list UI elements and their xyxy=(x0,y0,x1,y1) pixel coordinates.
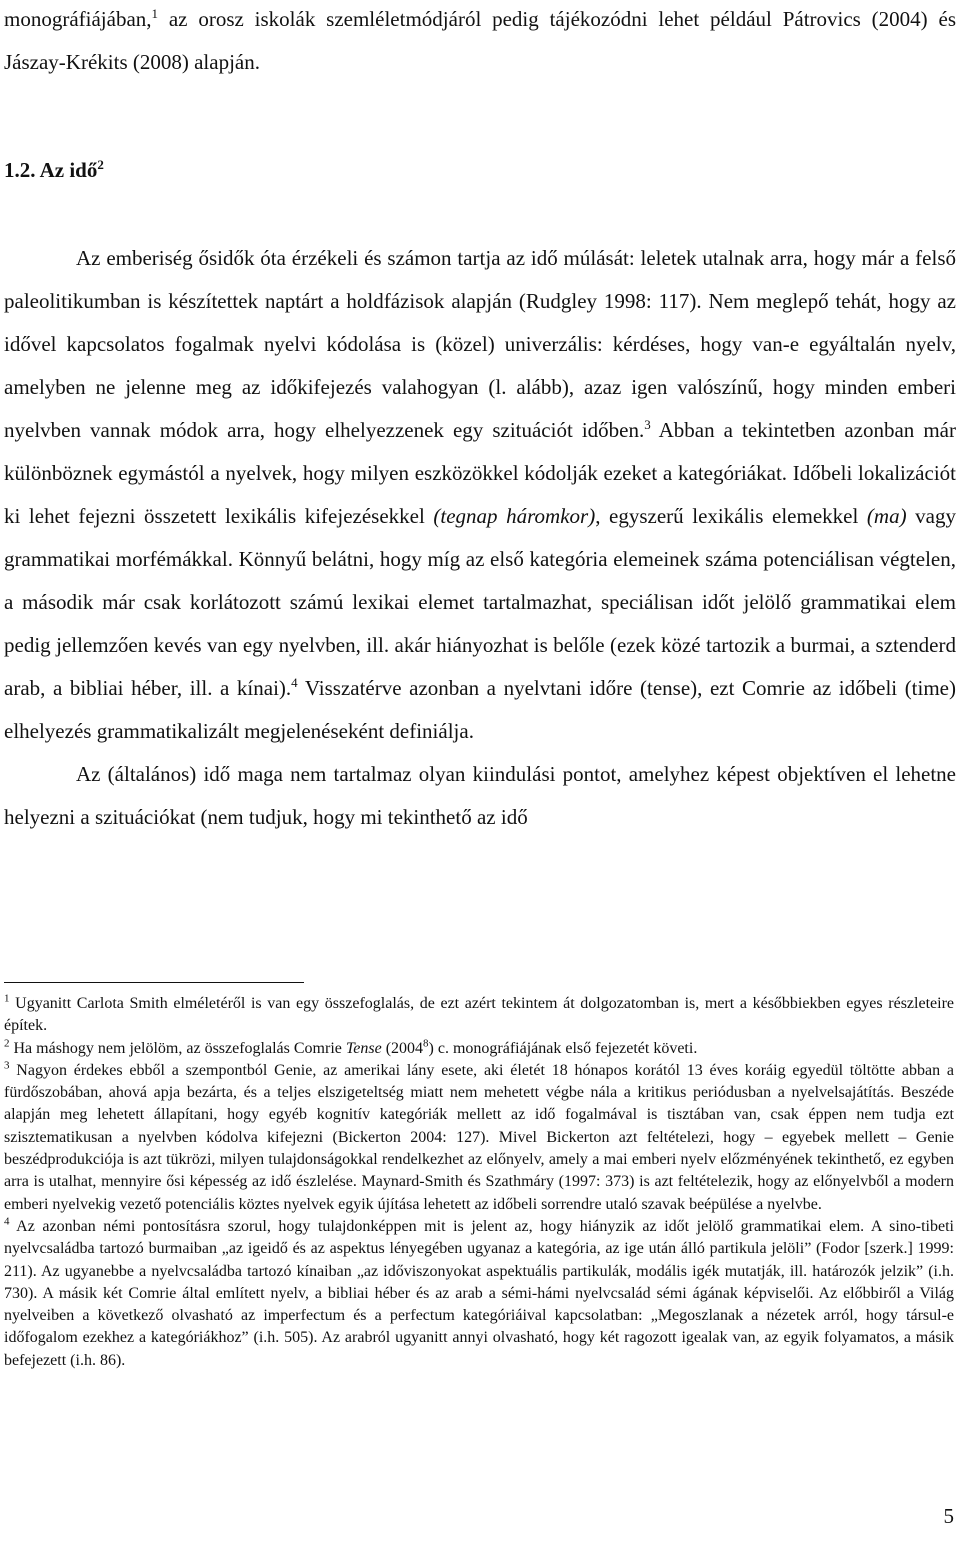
intro-paragraph xyxy=(4,0,956,84)
section-title: Az idő xyxy=(39,158,98,182)
paragraph-1-text-c: , egyszerű lexikális elemekkel xyxy=(595,504,867,528)
footnote-2 xyxy=(4,1038,954,1060)
footnote-number: 1 xyxy=(4,992,10,1005)
section-number: 1.2. xyxy=(4,158,40,182)
paragraph-1 xyxy=(4,237,956,753)
paragraph-1-text-e: Visszatérve azonban a nyelvtani időre (tense), ezt Comrie az időbeli (time) elhelyezés grammatikalizált megjelenéseként definiálja. xyxy=(4,676,956,743)
footnote-separator xyxy=(4,982,304,983)
footnote-ref-4[interactable]: 4 xyxy=(291,675,298,690)
footnote-text: Ha máshogy nem jelölöm, az összefoglalás Comrie xyxy=(9,1039,346,1057)
example-tegnap-haromkor: (tegnap háromkor) xyxy=(433,504,596,528)
footnote-text: ) c. monográfiájának első fejezetét követi. xyxy=(428,1039,698,1057)
footnote-ref-2[interactable]: 2 xyxy=(97,157,104,172)
edition-number: 8 xyxy=(423,1037,429,1050)
footnote-number: 4 xyxy=(4,1215,10,1228)
example-ma: (ma) xyxy=(866,504,907,528)
footnote-3 xyxy=(4,1060,954,1216)
intro-text-rest: az orosz iskolák szemléletmódjáról pedig tájékozódni lehet például Pátrovics (2004) és Jászay-Krékits (2008) alapján. xyxy=(4,7,956,74)
footnote-number: 3 xyxy=(4,1059,10,1072)
footnote-ref-3[interactable]: 3 xyxy=(644,417,651,432)
body-text xyxy=(4,237,956,839)
paragraph-1-text-b: Abban a tekintetben azonban már különböznek egymástól a nyelvek, hogy milyen eszközökkel kódolják ezeket a kategóriákat. Időbeli lokalizációt ki lehet fejezni összetett lexikális kifejezésekkel xyxy=(4,418,956,528)
section-heading xyxy=(4,150,104,190)
footnote-1 xyxy=(4,993,954,1038)
paragraph-1-text-d: vagy grammatikai morfémákkal. Könnyű belátni, hogy míg az első kategória elemeinek száma potenciálisan végtelen, a második már csak korlátozott számú lexikai elemet tartalmazhat, speciálisan időt jelölő grammatikai elem pedig jellemzően kevés van egy nyelvben, ill. akár hiányozhat is belőle (ezek közé tartozik a burmai, a sztenderd arab, a bibliai héber, ill. a kínai). xyxy=(4,504,956,700)
book-title-tense: Tense xyxy=(345,1039,382,1057)
page-number: 5 xyxy=(943,1504,954,1528)
paragraph-1-text-a: Az emberiség ősidők óta érzékeli és számon tartja az idő múlását: leletek utalnak arra, hogy már a felső paleolitikumban is készítettek naptárt a holdfázisok alapján (Rudgley 1998: 117). Nem meglepő tehát, hogy az idővel kapcsolatos fogalmak nyelvi kódolása is (közel) univerzális: kérdéses, hogy van-e egyáltalán nyelv, amelyben ne jelenne meg az időkifejezés valahogyan (l. alább), azaz igen valószínű, hogy minden emberi nyelvben vannak módok arra, hogy elhelyezzenek egy szituációt időben. xyxy=(4,246,956,442)
paragraph-2: Az (általános) idő maga nem tartalmaz olyan kiindulási pontot, amelyhez képest objektíven el lehetne helyezni a szituációkat (nem tudjuk, hogy mi tekinthető az idő xyxy=(4,762,956,829)
intro-text-start: monográfiájában, xyxy=(4,7,152,31)
footnote-4 xyxy=(4,1216,954,1372)
footnote-text: (2004 xyxy=(381,1039,424,1057)
footnote-text: Az azonban némi pontosításra szorul, hogy tulajdonképpen mit is jelent az, hogy hiányzik az időt jelölő grammatikai elem. A sino-tibeti nyelvcsaládba tartozó burmaiban „az igeidő és az aspektus lényegében ugyanaz a kategória, az ige után álló partikula jelöli” (Fodor [szerk.] 1999: 211). Az ugyanebbe a nyelvcsaládba tartozó kínaiban „az időviszonyokat aspektuális partikulák, modális igék mutatják, ill. határozók jelzik” (i.h. 730). A másik két Comrie által említett nyelv, a bibliai héber és az arab a sémi-hámi nyelvcsalád sémi ágának képviselői. Az előbbiről a Világ nyelveiben a következő olvasható az imperfectum és a perfectum kategóriáival kapcsolatban: „Megoszlanak a nézetek arról, hogy társul-e időfogalom ezekhez a kategóriákhoz” (i.h. 505). Az arabról ugyanitt annyi olvasható, hogy két ragozott igealak van, az egyik folyamatos, a másik befejezett (i.h. 86). xyxy=(4,1217,954,1369)
footnote-number: 2 xyxy=(4,1037,10,1050)
footnotes xyxy=(4,993,954,1372)
footnote-text: Nagyon érdekes ebből a szempontból Genie, az amerikai lány esete, aki életét 18 hónapos korától 13 éves koráig egyedül töltötte abban a fürdőszobában, ahová apja bezárta, és a teljes elszigeteltség miatt nem mehetett végbe nála a kritikus periódusban a nyelvelsajátítás. Beszéde alapján meg lehetett állapítani, hogy egyéb kognitív kategóriák mellett az idő fogalmával is tisztában van, csak éppen nem tudja ezt szisztematikusan a nyelvben kódolva kifejezni (Bickerton 2004: 127). Mivel Bickerton azt feltételezi, hogy – egyebek mellett – Genie beszédprodukciója is azt tükrözi, milyen tulajdonságokkal rendelkezhet az előnyelv, amely a mai emberi nyelv előzményének tekinthető, ez egyben arra is utalhat, mennyire ősi képesség az idő észlelése. Maynard-Smith és Szathmáry (1997: 373) is azt feltételezik, hogy az előnyelvből a modern emberi nyelvekig vezető potenciális köztes nyelvek egyik újítása lehetett az időbeli sorrendre utaló szavak beépülése a nyelvbe. xyxy=(4,1061,954,1213)
footnote-ref-1[interactable]: 1 xyxy=(151,6,159,21)
footnote-text: Ugyanitt Carlota Smith elméletéről is van egy összefoglalás, de ezt azért tekintem át dolgozatomban is, mert a későbbiekben egyes részleteire építek. xyxy=(4,995,954,1035)
